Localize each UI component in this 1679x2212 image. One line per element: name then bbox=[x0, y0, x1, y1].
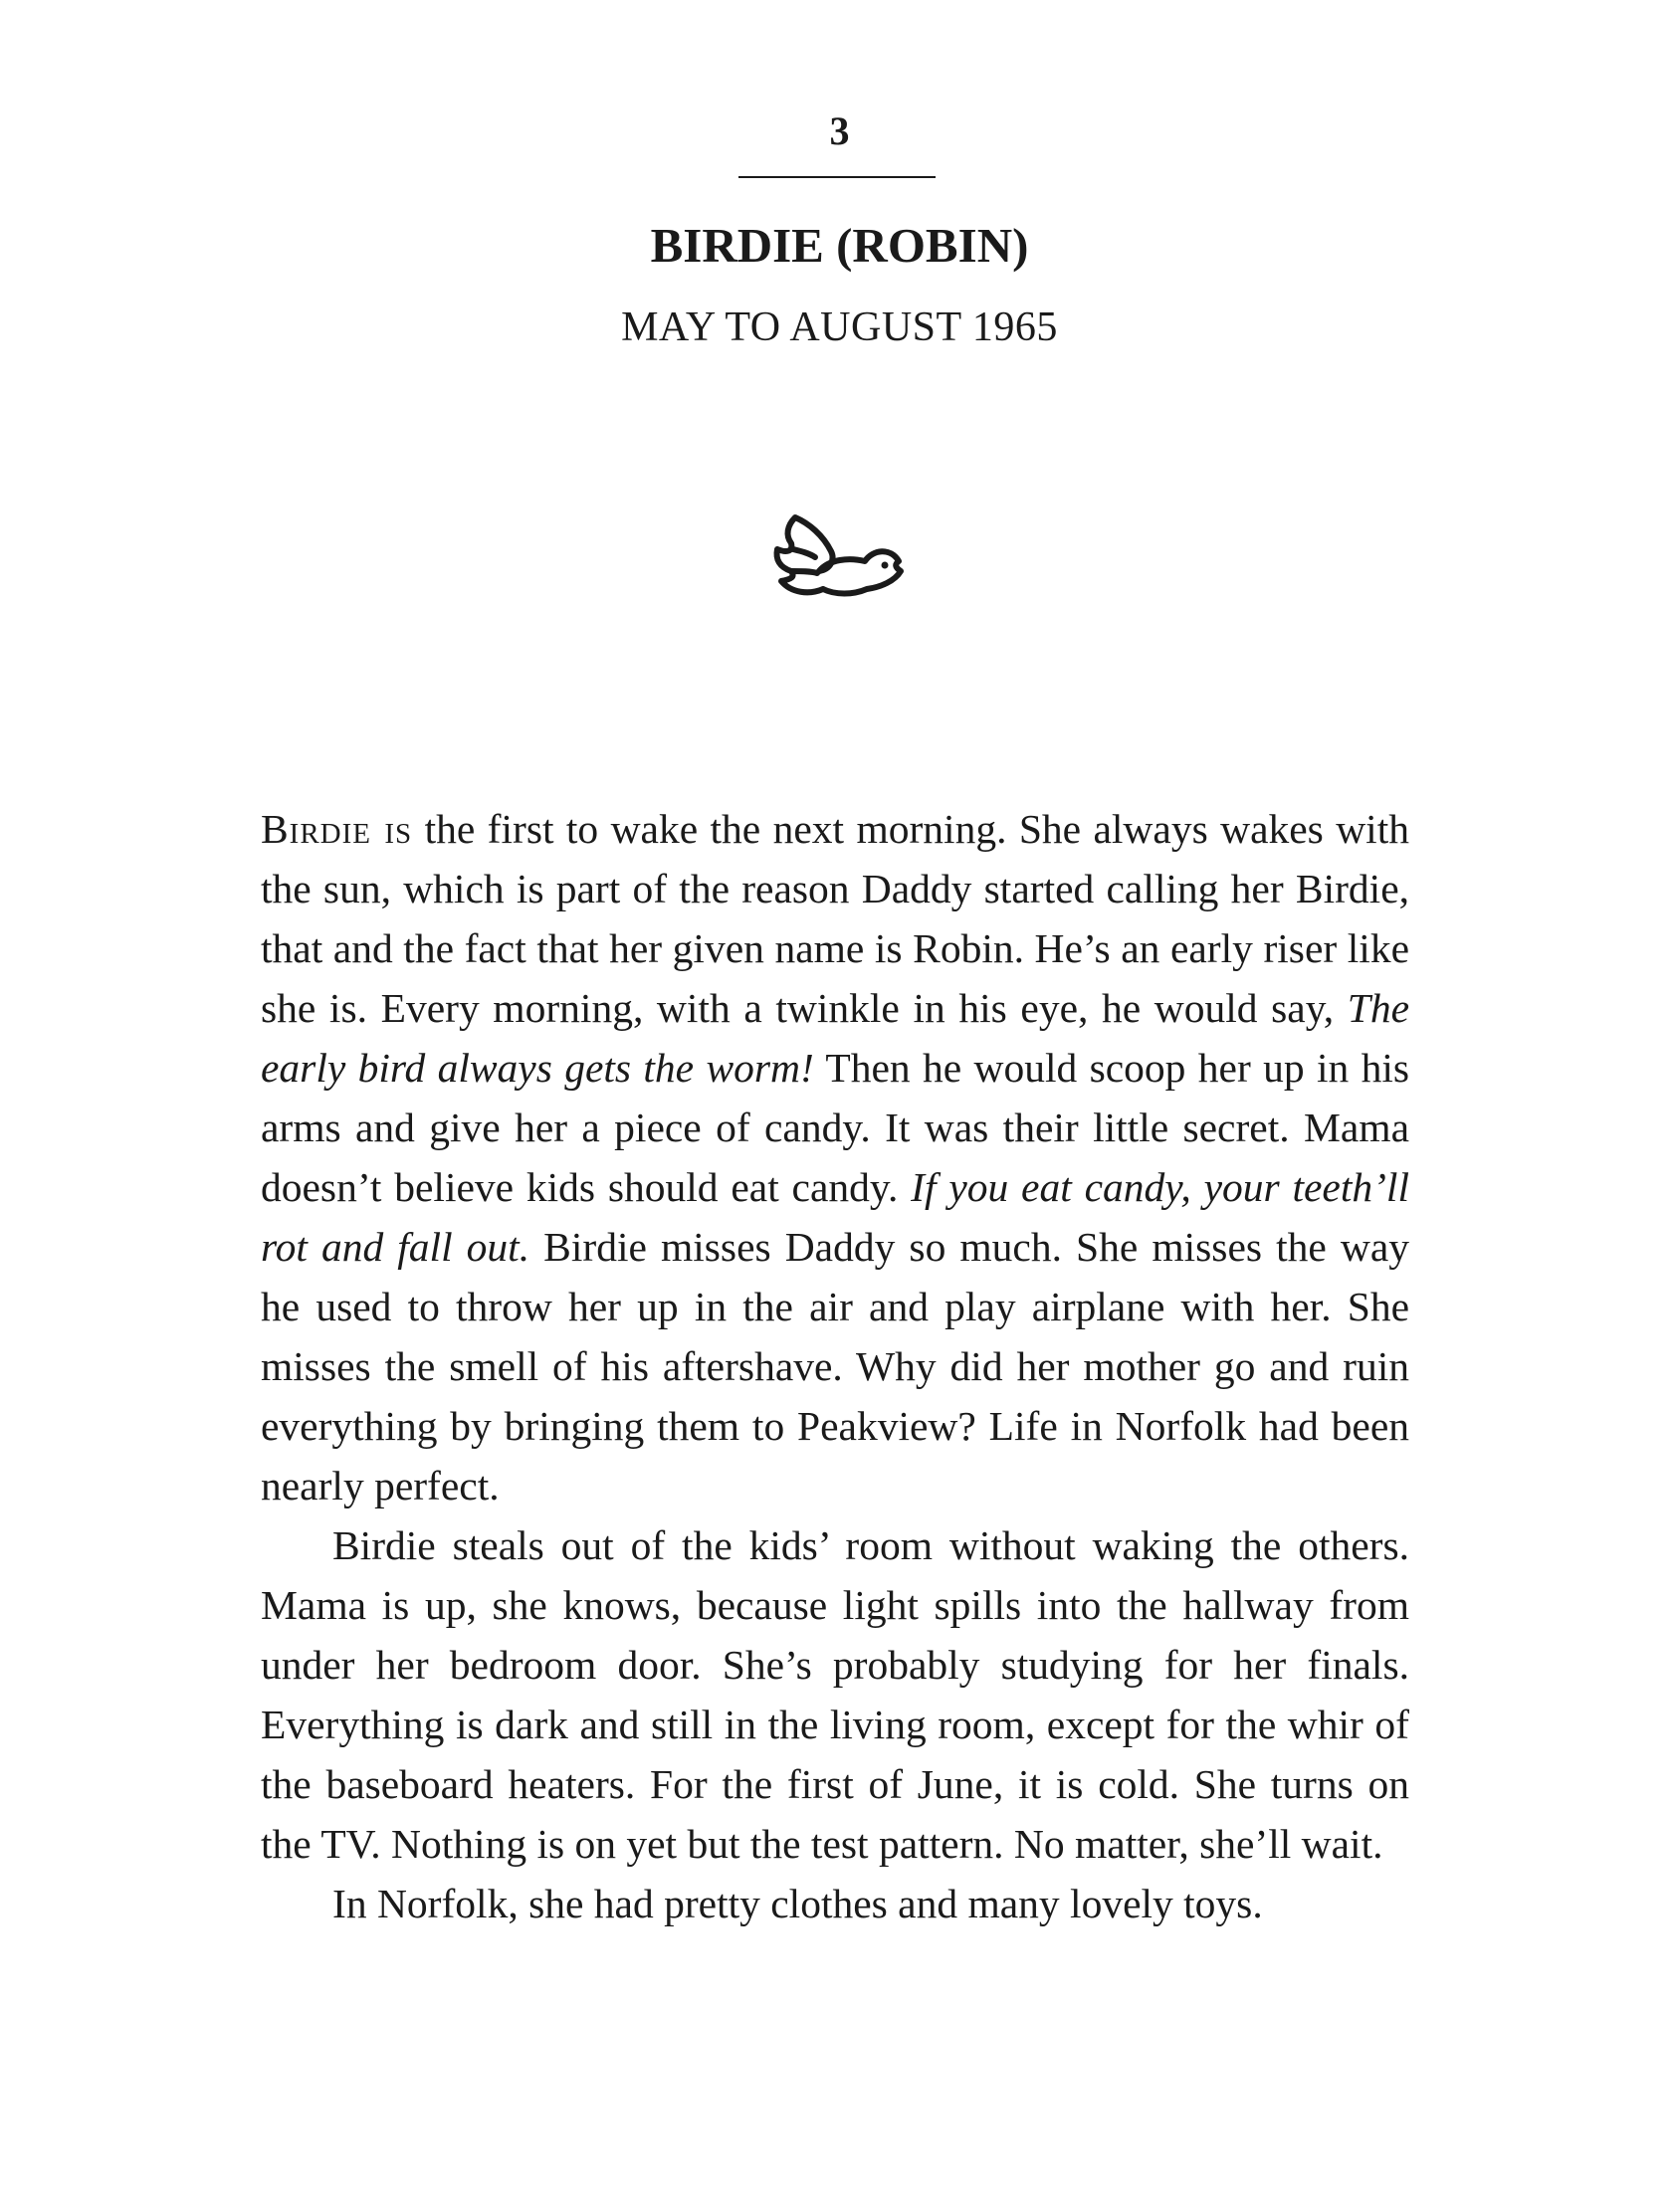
chapter-rule bbox=[738, 176, 936, 178]
chapter-title: BIRDIE (ROBIN) bbox=[650, 218, 1029, 273]
chapter-number: 3 bbox=[829, 108, 850, 153]
paragraph-2: Birdie steals out of the kids’ room without waking the others. Mama is up, she knows, because light spills into the hallway from under her bedroom door. She’s probably studying for her finals. Everything is dark and still in the living room, except for the whir of the baseboard heaters. For the first of June, it is cold. She turns on the TV. Nothing is on yet but the test pattern. No matter, she’ll wait. bbox=[261, 1522, 1409, 1867]
chapter-dates: MAY TO AUGUST 1965 bbox=[621, 304, 1058, 350]
body-text bbox=[261, 799, 1409, 1933]
italic-quote: The early bird always gets the worm! bbox=[261, 985, 1409, 1091]
paragraph-text: Birdie misses Daddy so much. She misses the way he used to throw her up in the air and play airplane with her. She misses the smell of his aftershave. Why did her mother go and ruin everything by bringing them to Peakview? Life in Norfolk had been nearly perfect. bbox=[261, 1224, 1409, 1508]
paragraph-lead: Birdie is bbox=[261, 806, 413, 852]
paragraph-1 bbox=[261, 799, 1409, 1515]
italic-quote: If you eat candy, your teeth’ll rot and fall out. bbox=[261, 1164, 1409, 1270]
paragraph-text: the first to wake the next morning. She always wakes with the sun, which is part of the reason Daddy started calling her Birdie, that and the fact that her given name is Robin. He’s an early riser like she is. Every morning, with a twinkle in his eye, he would say, bbox=[261, 806, 1409, 1031]
paragraph-3: In Norfolk, she had pretty clothes and many lovely toys. bbox=[332, 1881, 1263, 1926]
bird-icon bbox=[769, 509, 909, 613]
paragraph-text: Then he would scoop her up in his arms and give her a piece of candy. It was their little secret. Mama doesn’t believe kids should eat candy. bbox=[261, 1045, 1409, 1210]
